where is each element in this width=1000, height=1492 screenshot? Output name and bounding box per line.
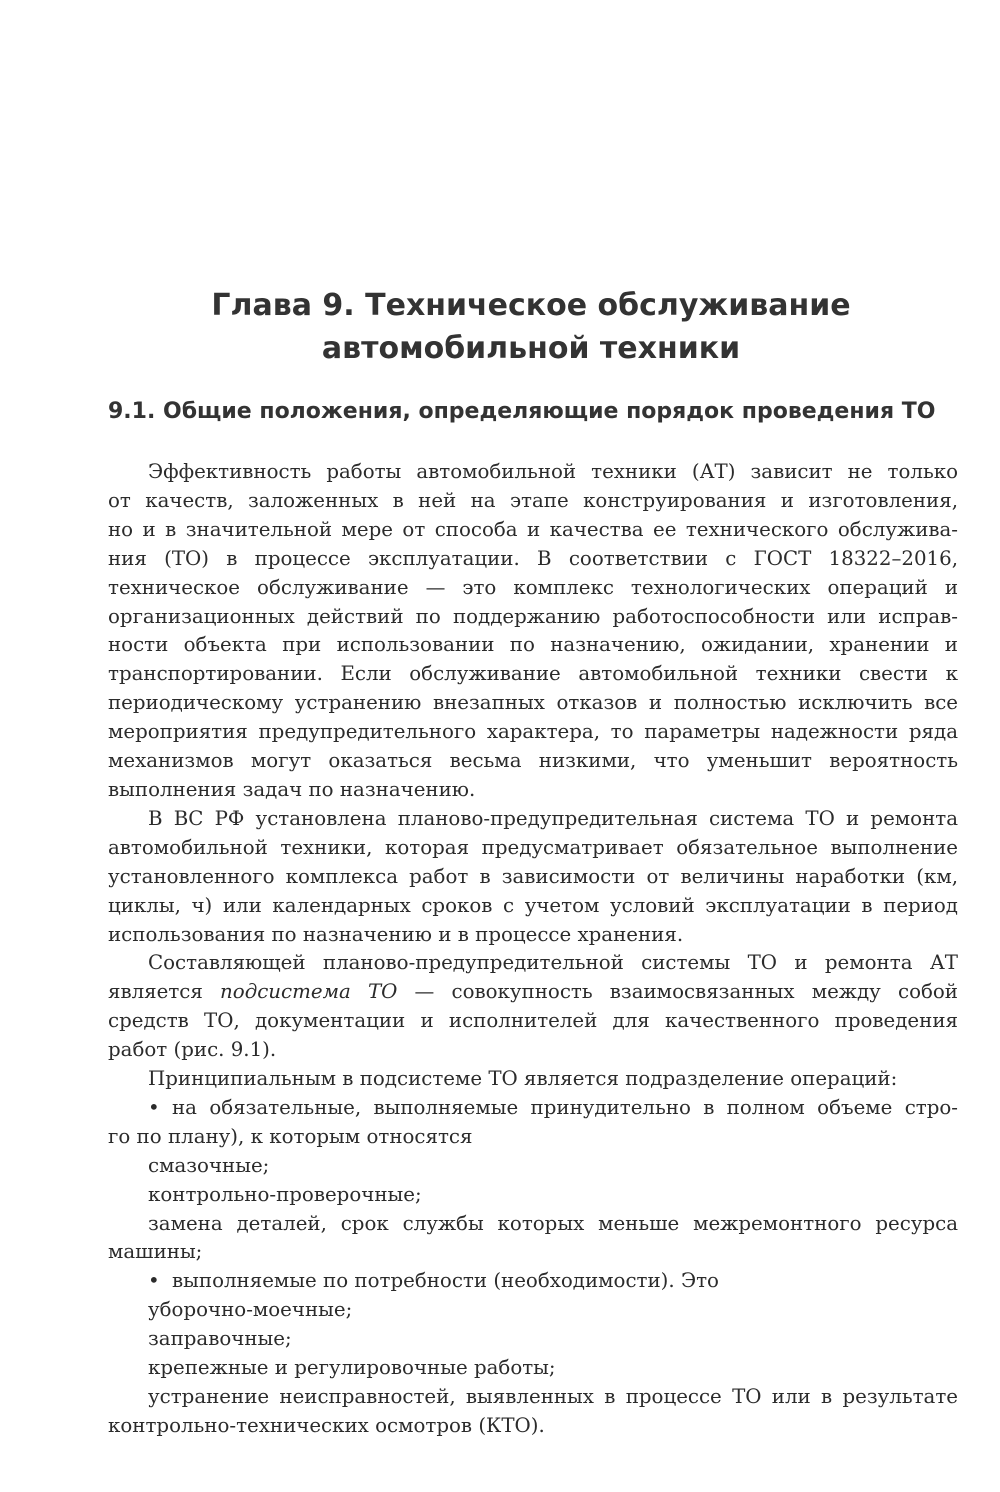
text-line: механизмов могут оказаться весьма низкими, что уменьшит вероятность <box>108 749 958 773</box>
text-line: выполнения задач по назначению. <box>108 777 476 801</box>
bullet-line <box>108 1267 958 1296</box>
text-fragment: является <box>108 980 221 1004</box>
list-item-continuation: машины; <box>108 1240 203 1264</box>
list-item: замена деталей, срок службы которых меньше межремонтного ресурса <box>148 1211 958 1235</box>
text-line: го по плану), к которым относятся <box>108 1124 473 1148</box>
list-item: уборочно-моечные; <box>148 1298 353 1322</box>
paragraph-2 <box>108 805 958 950</box>
paragraph-3 <box>108 949 958 1065</box>
chapter-title-line-2: автомобильной техники <box>321 331 741 366</box>
text-line: транспортировании. Если обслуживание автомобильной техники свести к <box>108 662 958 686</box>
paragraph-4 <box>108 1065 958 1094</box>
text-fragment: — совокупность взаимосвязанных между собой <box>397 980 958 1004</box>
bullet-text: на обязательные, выполняемые принудительно в полном объеме стро- <box>172 1095 958 1119</box>
text-line: техническое обслуживание — это комплекс технологических операций и <box>108 575 958 599</box>
list-item-continuation: контрольно-технических осмотров (КТО). <box>108 1413 545 1437</box>
text-line: мероприятия предупредительного характера, то параметры надежности ряда <box>108 720 958 744</box>
list-item: контрольно-проверочные; <box>148 1182 422 1206</box>
chapter-title-line-1: Глава 9. Техническое обслуживание <box>211 288 851 323</box>
list-item: смазочные; <box>148 1153 270 1177</box>
list-item: заправочные; <box>148 1327 292 1351</box>
paragraph-1 <box>108 458 958 805</box>
bullet-icon: • <box>148 1269 160 1293</box>
text-line: использования по назначению и в процессе хранения. <box>108 922 684 946</box>
section-title: 9.1. Общие положения, определяющие порядок проведения ТО <box>108 399 936 424</box>
text-line: установленного комплекса работ в зависимости от величины наработки (км, <box>108 864 958 888</box>
text-line: ния (ТО) в процессе эксплуатации. В соответствии с ГОСТ 18322–2016, <box>108 546 958 570</box>
text-line: но и в значительной мере от способа и качества ее технического обслужива- <box>108 517 958 541</box>
text-line: Составляющей планово-предупредительной системы ТО и ремонта АТ <box>148 951 958 975</box>
text-line: средств ТО, документации и исполнителей для качественного проведения <box>108 1009 958 1033</box>
bullet-list-2 <box>108 1267 958 1440</box>
term-podsistema-to: подсистема ТО <box>220 980 398 1004</box>
text-line: автомобильной техники, которая предусматривает обязательное выполнение <box>108 835 958 859</box>
bullet-list-1 <box>108 1094 958 1267</box>
text-line <box>108 978 958 1007</box>
text-line: Эффективность работы автомобильной техники (АТ) зависит не только <box>148 460 958 483</box>
text-line: периодическому устранению внезапных отказов и полностью исключить все <box>108 691 958 715</box>
text-line: организационных действий по поддержанию работоспособности или исправ- <box>108 604 958 628</box>
list-item: устранение неисправностей, выявленных в процессе ТО или в результате <box>148 1385 958 1408</box>
text-line: Принципиальным в подсистеме ТО является подразделение операций: <box>148 1067 898 1091</box>
bullet-line <box>108 1094 958 1123</box>
text-line: работ (рис. 9.1). <box>108 1038 277 1062</box>
bullet-icon: • <box>148 1095 160 1119</box>
text-line: от качеств, заложенных в ней на этапе конструирования и изготовления, <box>108 488 958 512</box>
text-line: В ВС РФ установлена планово-предупредительная система ТО и ремонта <box>148 806 958 830</box>
chapter-title <box>0 284 1000 370</box>
text-line: циклы, ч) или календарных сроков с учетом условий эксплуатации в период <box>108 893 958 917</box>
text-line: ности объекта при использовании по назначению, ожидании, хранении и <box>108 633 958 657</box>
list-item: крепежные и регулировочные работы; <box>148 1356 556 1380</box>
body-text <box>108 458 958 1441</box>
bullet-text: выполняемые по потребности (необходимости). Это <box>172 1269 719 1293</box>
